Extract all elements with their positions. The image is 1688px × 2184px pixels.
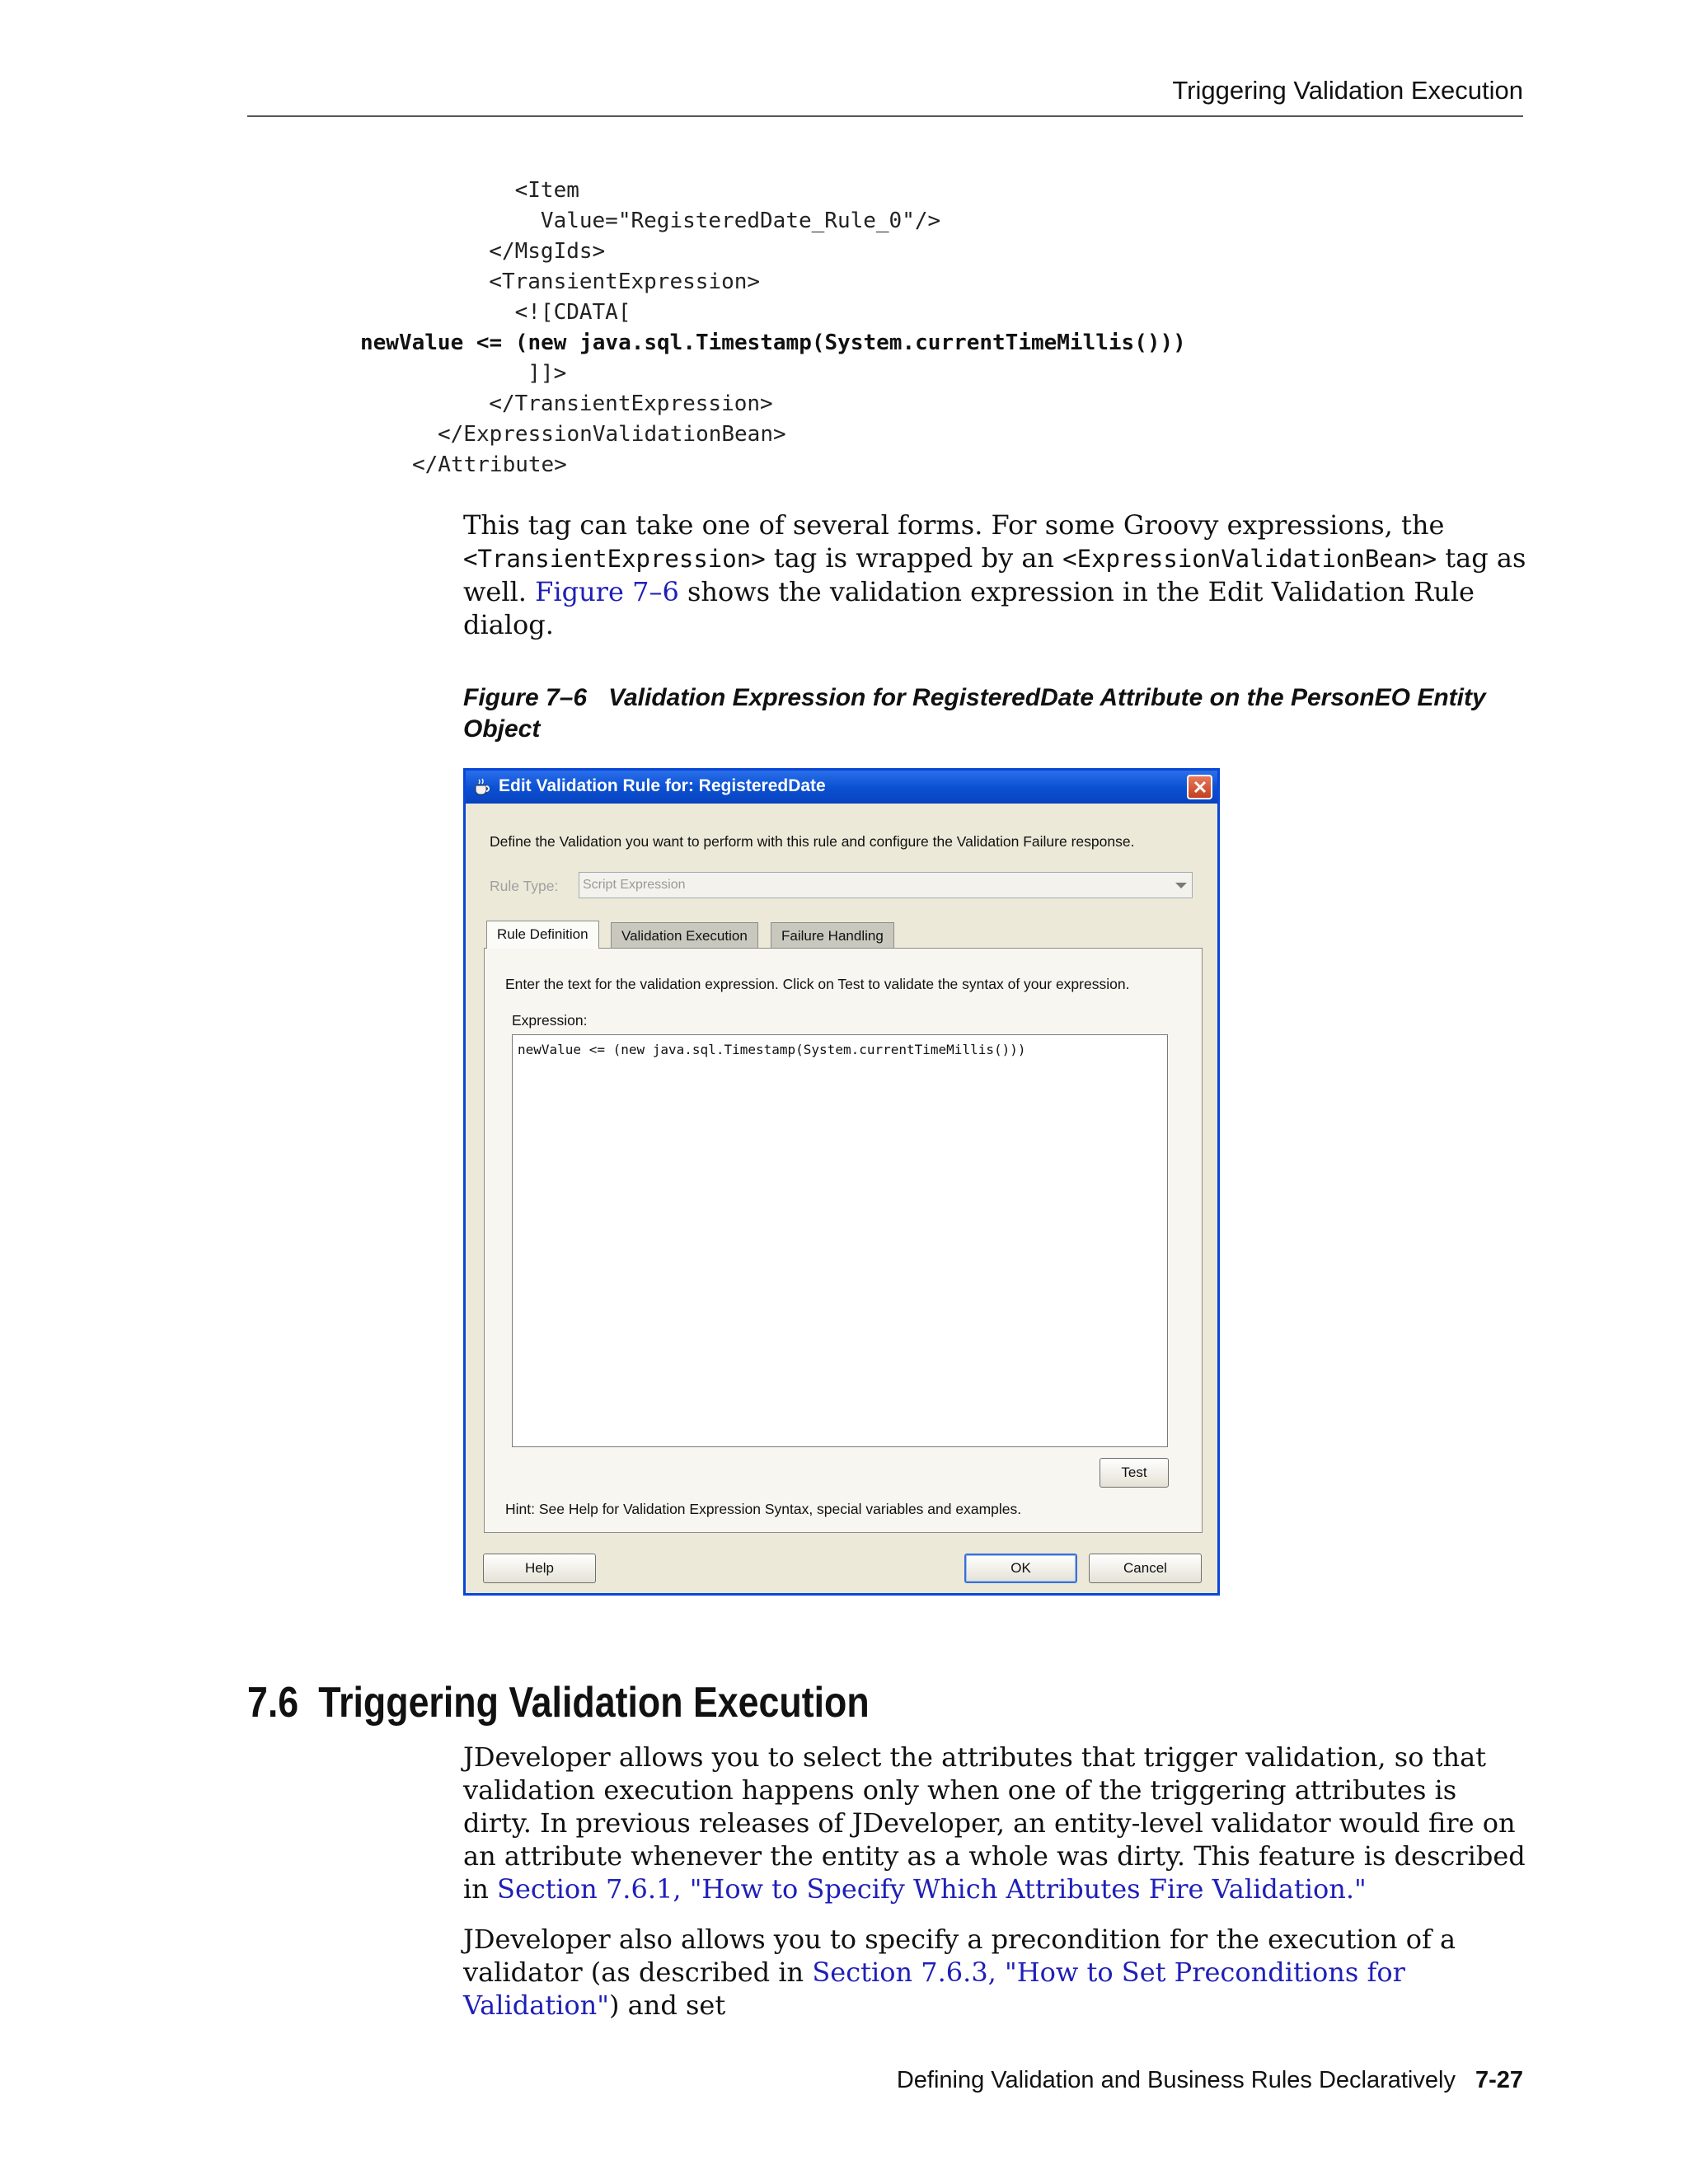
close-icon <box>1193 780 1207 794</box>
text: ) and set <box>608 1990 726 2021</box>
tab-failure-handling[interactable]: Failure Handling <box>771 922 894 949</box>
running-head-title: Triggering Validation Execution <box>1172 76 1523 105</box>
footer-title: Defining Validation and Business Rules Declaratively <box>896 2067 1456 2093</box>
text: shows the validation expression in the Edit Validation Rule dialog. <box>463 576 1475 640</box>
section-link[interactable]: Section 7.6.3, "How to Set Preconditions for Validation" <box>463 1957 1405 2021</box>
dialog-titlebar[interactable] <box>466 771 1217 804</box>
text: JDeveloper also allows you to specify a precondition for the execution of a validator (as described in <box>463 1924 1456 1988</box>
help-button[interactable]: Help <box>483 1554 596 1583</box>
close-button[interactable] <box>1187 775 1212 799</box>
expression-instructions: Enter the text for the validation expression. Click on Test to validate the syntax of your expression. <box>505 976 1130 992</box>
text: tag is wrapped by an <box>765 542 1063 574</box>
paragraph-triggering <box>463 1741 1526 1905</box>
rule-definition-panel <box>484 948 1203 1533</box>
code-line: ]]> <box>463 361 567 386</box>
code-line: </TransientExpression> <box>463 391 773 416</box>
page-footer <box>897 2067 1523 2094</box>
code-listing <box>360 176 1289 480</box>
figure-link[interactable]: Figure 7–6 <box>535 576 679 607</box>
text: This tag can take one of several forms. For some Groovy expressions, the <box>463 509 1445 541</box>
dialog-intro: Define the Validation you want to perform with this rule and configure the Validation Failure response. <box>490 833 1135 850</box>
rule-type-select[interactable] <box>579 872 1193 898</box>
code-line: Value="RegisteredDate_Rule_0"/> <box>463 209 941 233</box>
ok-button[interactable]: OK <box>964 1554 1077 1583</box>
code-line: </Attribute> <box>412 452 567 477</box>
section-heading <box>247 1678 870 1727</box>
rule-type-value: Script Expression <box>583 878 686 892</box>
code-line: </ExpressionValidationBean> <box>438 422 786 447</box>
test-button[interactable]: Test <box>1100 1458 1169 1488</box>
section-number: 7.6 <box>247 1679 299 1727</box>
tab-validation-execution[interactable]: Validation Execution <box>611 922 758 949</box>
tab-rule-definition[interactable]: Rule Definition <box>486 921 599 949</box>
expression-label: Expression: <box>512 1012 588 1029</box>
text: JDeveloper allows you to select the attributes that trigger validation, so that validation execution happens only when one of the triggering attributes is dirty. In previous releases of JDeveloper, an entity-level validator would fire on an attribute whenever the entity as a whole was dirty. This feature is described in <box>463 1741 1526 1905</box>
code-line-bold: newValue <= (new java.sql.Timestamp(System.currentTimeMillis())) <box>360 330 1186 355</box>
chevron-down-icon <box>1175 883 1187 888</box>
figure-caption <box>463 682 1526 745</box>
dialog-hint: Hint: See Help for Validation Expression Syntax, special variables and examples. <box>505 1501 1022 1517</box>
figure-caption-text: Validation Expression for RegisteredDate Attribute on the PersonEO Entity Object <box>463 684 1486 743</box>
cancel-button[interactable]: Cancel <box>1089 1554 1202 1583</box>
dialog-title: Edit Validation Rule for: RegisteredDate <box>499 776 826 795</box>
text: tag as well. <box>463 542 1526 607</box>
inline-code: <TransientExpression> <box>463 545 766 573</box>
rule-type-label: Rule Type: <box>490 878 559 894</box>
paragraph-precondition <box>463 1923 1526 2022</box>
coffee-cup-icon <box>472 777 492 797</box>
expression-textarea[interactable] <box>512 1034 1168 1447</box>
running-head <box>247 76 1523 117</box>
inline-code: <ExpressionValidationBean> <box>1062 545 1437 573</box>
section-link[interactable]: Section 7.6.1, "How to Specify Which Attributes Fire Validation." <box>497 1873 1367 1905</box>
paragraph-tag-forms <box>463 509 1526 641</box>
figure-number: Figure 7–6 <box>463 684 588 711</box>
code-line: <Item <box>463 178 579 203</box>
section-title: Triggering Validation Execution <box>318 1679 870 1727</box>
code-line: </MsgIds> <box>463 239 606 264</box>
page-number: 7-27 <box>1475 2067 1523 2093</box>
code-line: <TransientExpression> <box>463 269 761 294</box>
edit-validation-rule-dialog <box>463 768 1220 1596</box>
expression-text: newValue <= (new java.sql.Timestamp(System.currentTimeMillis())) <box>518 1042 1026 1057</box>
code-line: <![CDATA[ <box>463 300 631 325</box>
